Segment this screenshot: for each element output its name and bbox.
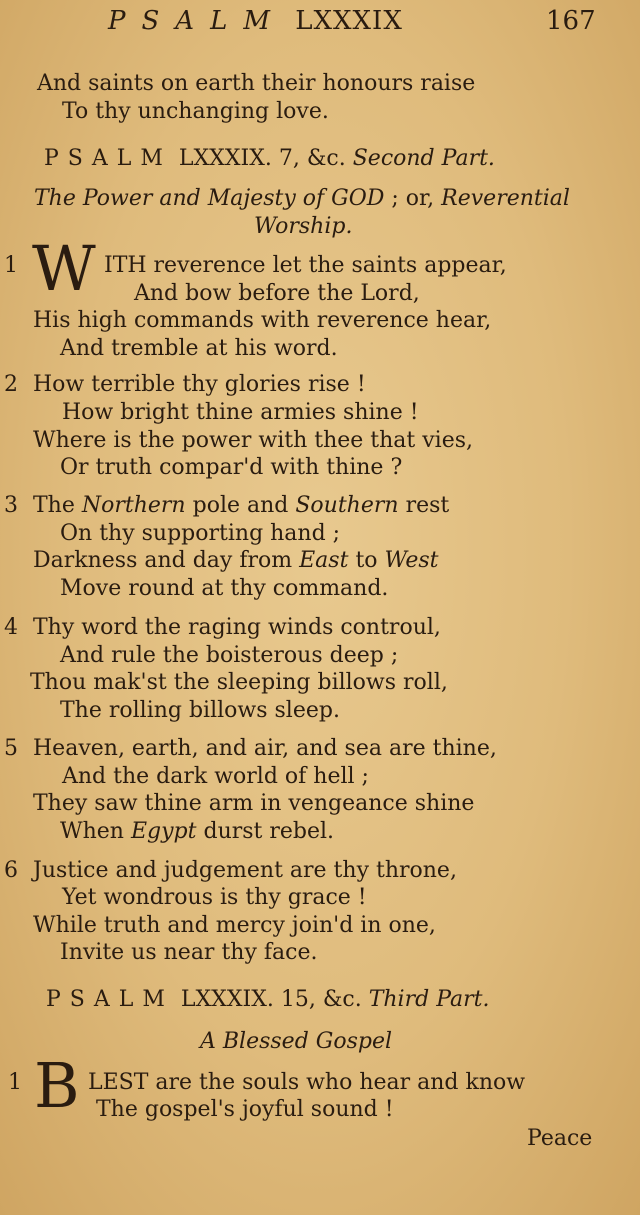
verse-line: Thy word the raging winds controul,	[33, 615, 441, 640]
verse-line: Yet wondrous is thy grace !	[62, 885, 367, 910]
verse-word: pole and	[192, 493, 289, 518]
verse-line: And saints on earth their honours raise	[37, 71, 476, 96]
stanza-number: 1	[4, 253, 18, 278]
verse-line: Move round at thy command.	[60, 576, 389, 601]
verse-line: To thy unchanging love.	[62, 99, 329, 124]
verse-word: rest	[405, 493, 450, 518]
catchword: Peace	[527, 1126, 593, 1151]
verse-line: Justice and judgement are thy throne,	[33, 858, 457, 883]
verse-line	[33, 547, 439, 575]
heading-ref: LXXXIX. 7, &c.	[178, 146, 346, 171]
verse-line: How terrible thy glories rise !	[33, 372, 366, 397]
drop-cap: W	[32, 232, 96, 305]
section-heading-third-part	[46, 987, 489, 1012]
verse-line: The rolling billows sleep.	[60, 698, 340, 723]
verse-line: Invite us near thy face.	[60, 940, 318, 965]
verse-line: His high commands with reverence hear,	[33, 308, 492, 333]
page-number: 167	[546, 6, 596, 36]
verse-line	[60, 818, 334, 846]
verse-line: How bright thine armies shine !	[62, 400, 419, 425]
verse-word: When	[60, 819, 124, 844]
verse-line: ITH reverence let the saints appear,	[104, 253, 507, 278]
stanza-number: 2	[4, 372, 18, 397]
verse-line: On thy supporting hand ;	[60, 521, 341, 546]
subtitle-part-c: Reverential	[441, 186, 570, 211]
heading-psalm: PSALM	[46, 987, 174, 1012]
heading-part: Second Part.	[352, 146, 495, 171]
stanza-number: 3	[4, 493, 18, 518]
subtitle-part-b: ; or,	[391, 186, 435, 211]
section-subtitle-line2: Worship.	[254, 214, 353, 239]
drop-cap: B	[34, 1049, 80, 1122]
verse-word-egypt: Egypt	[130, 819, 197, 844]
verse-line: LEST are the souls who hear and know	[88, 1070, 526, 1095]
verse-word: Darkness and day from	[33, 548, 293, 573]
heading-psalm: PSALM	[44, 146, 172, 171]
verse-line: They saw thine arm in vengeance shine	[33, 791, 475, 816]
running-head-psalm: PSALM	[108, 6, 286, 36]
verse-line: Where is the power with thee that vies,	[33, 428, 473, 453]
verse-line: And the dark world of hell ;	[62, 764, 369, 789]
verse-word: to	[355, 548, 378, 573]
stanza-number: 5	[4, 736, 18, 761]
section-subtitle: A Blessed Gospel	[200, 1029, 393, 1054]
verse-word: durst rebel.	[203, 819, 335, 844]
verse-word-southern: Southern	[295, 493, 399, 518]
verse-word-northern: Northern	[81, 493, 186, 518]
verse-word-west: West	[384, 548, 439, 573]
verse-word-east: East	[299, 548, 349, 573]
stanza-number: 6	[4, 858, 18, 883]
verse-line: Thou mak'st the sleeping billows roll,	[30, 670, 448, 695]
verse-line: And bow before the Lord,	[134, 281, 420, 306]
verse-line: Or truth compar'd with thine ?	[60, 455, 403, 480]
stanza-number: 1	[8, 1070, 22, 1095]
subtitle-part-a: The Power and Majesty of GOD	[34, 186, 385, 211]
stanza-number: 4	[4, 615, 18, 640]
heading-ref: LXXXIX. 15, &c.	[180, 987, 362, 1012]
running-head-number: LXXXIX	[295, 6, 403, 36]
verse-line	[33, 492, 449, 520]
section-subtitle	[34, 186, 570, 211]
verse-word: The	[33, 493, 75, 518]
running-head	[108, 6, 403, 36]
section-heading-second-part	[44, 146, 495, 171]
verse-line: The gospel's joyful sound !	[96, 1097, 394, 1122]
verse-line: And rule the boisterous deep ;	[60, 643, 399, 668]
verse-line: And tremble at his word.	[60, 336, 338, 361]
verse-line: While truth and mercy join'd in one,	[33, 913, 436, 938]
heading-part: Third Part.	[368, 987, 490, 1012]
verse-line: Heaven, earth, and air, and sea are thine,	[33, 736, 497, 761]
